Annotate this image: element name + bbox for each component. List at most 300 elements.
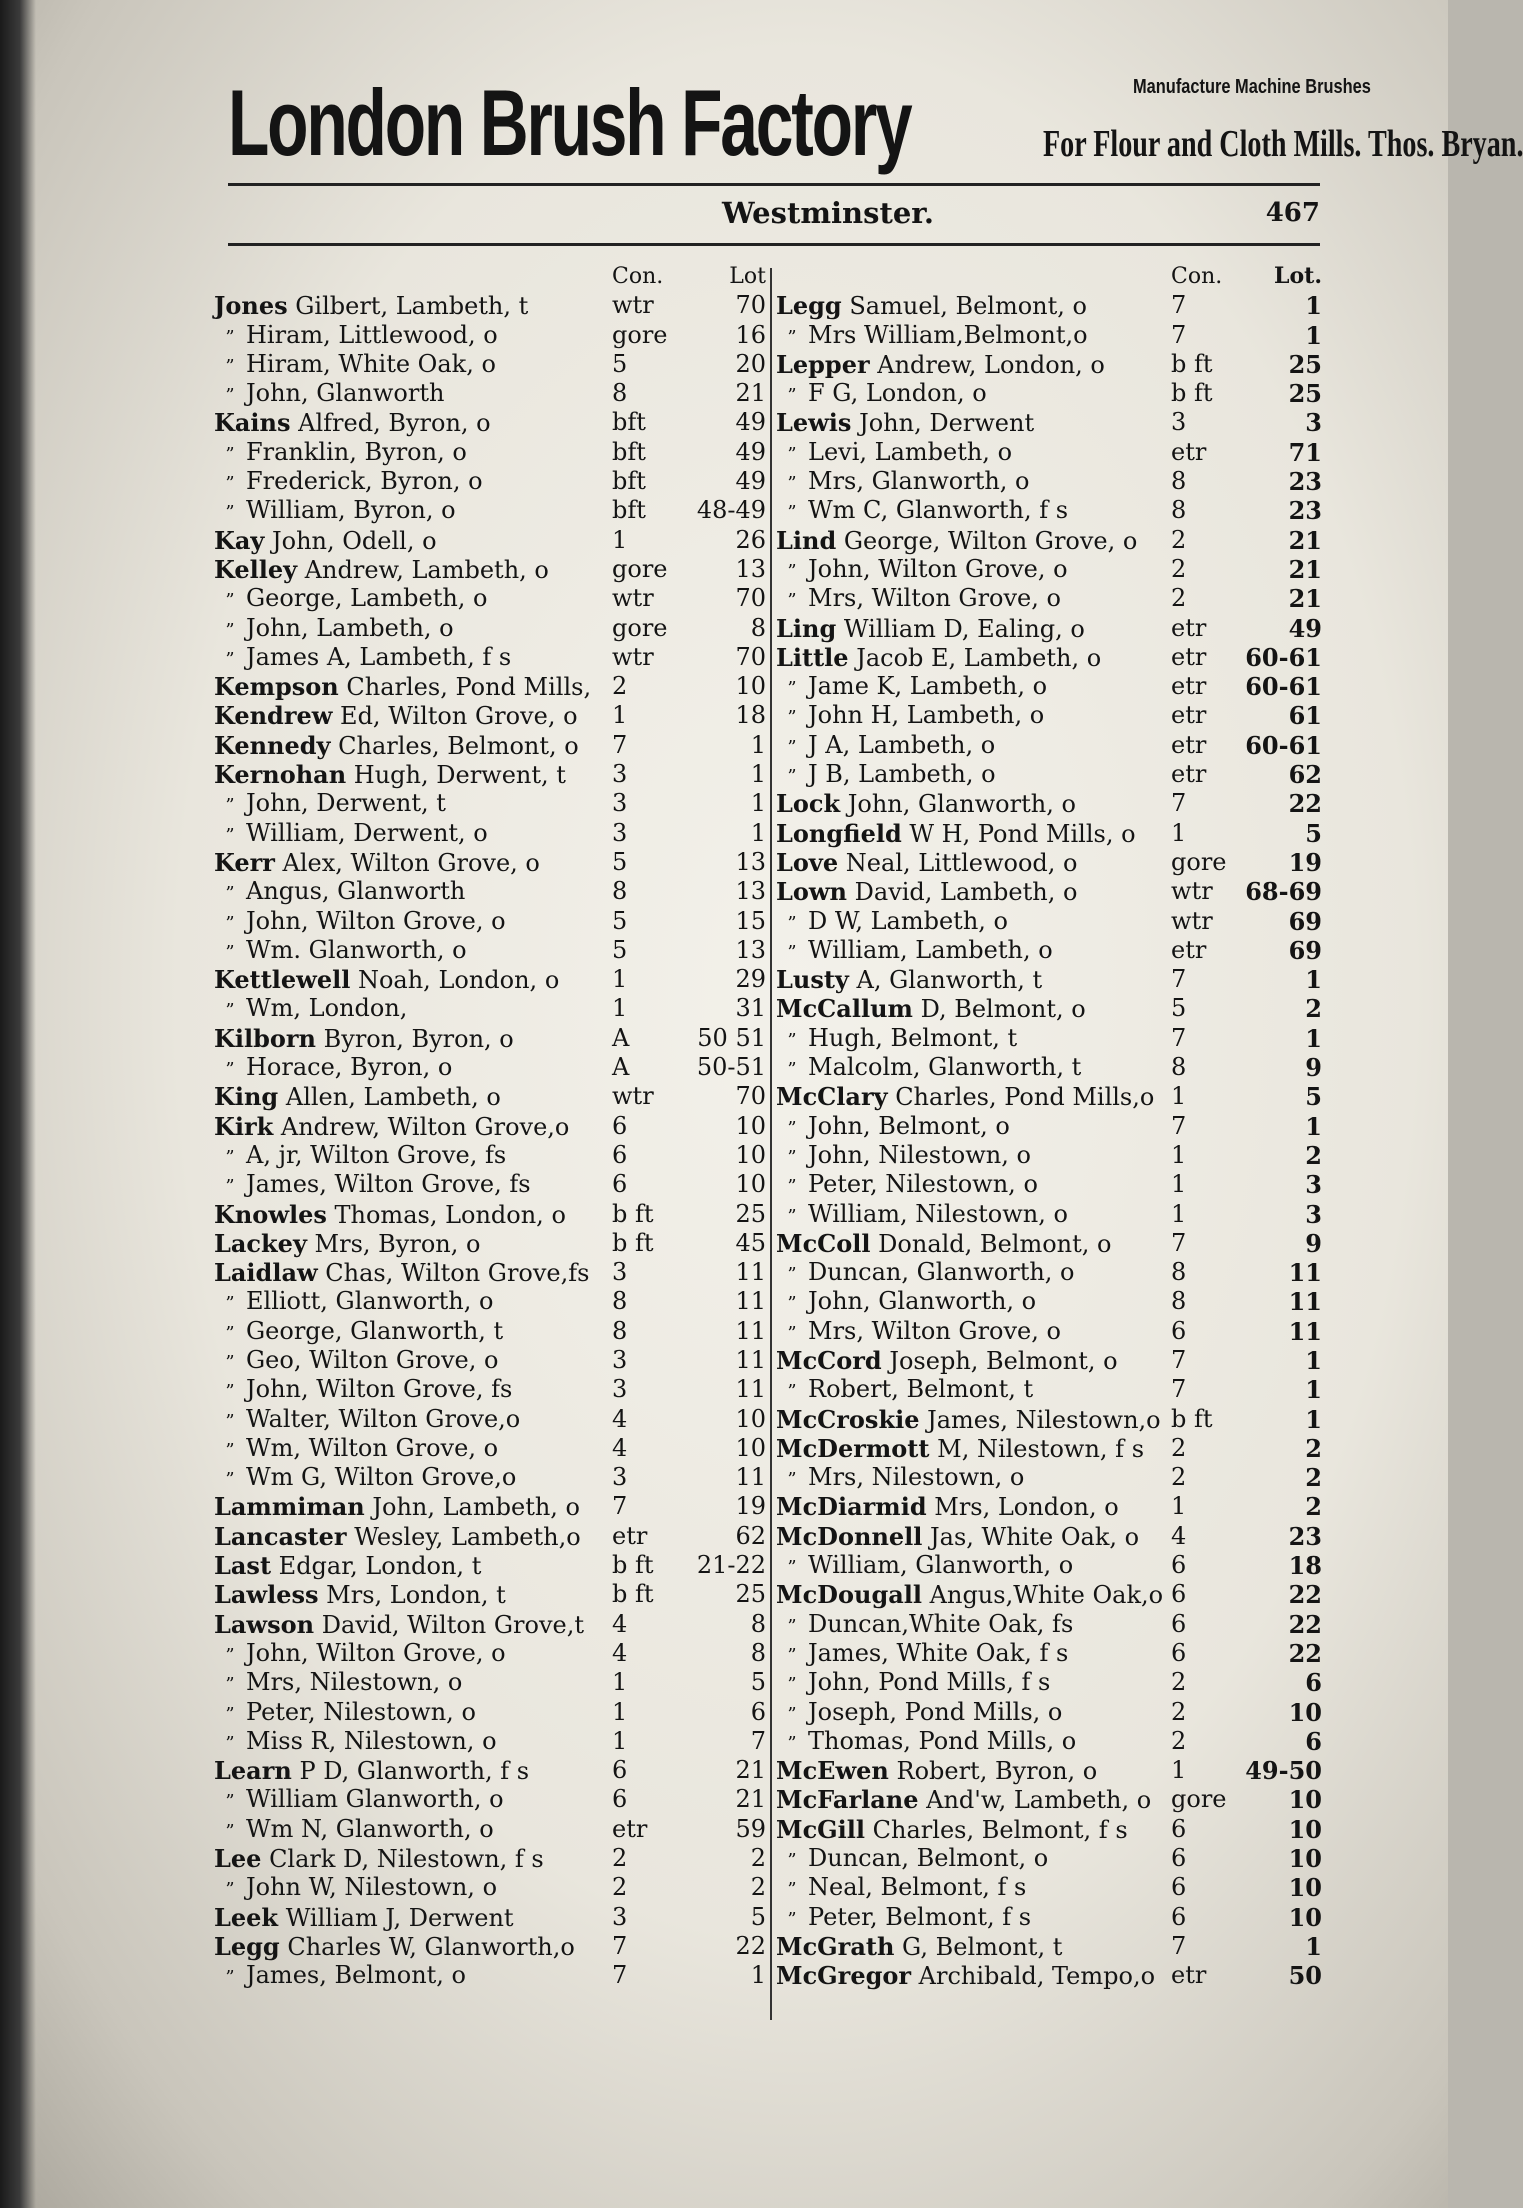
entry-name	[776, 1551, 1073, 1582]
book-spine-shadow	[0, 0, 36, 2208]
entry-concession: 2	[612, 672, 628, 701]
entry-name	[776, 1785, 1151, 1815]
entry-surname: Lepper	[776, 349, 870, 379]
directory-entry	[214, 526, 766, 555]
entry-concession: 1	[612, 1668, 628, 1697]
entry-name	[214, 1492, 580, 1522]
entry-name	[214, 1082, 501, 1112]
entry-given-name: Thomas, London, o	[334, 1200, 566, 1229]
entry-lot: 15	[735, 906, 766, 935]
entry-given-name: William, Nilestown, o	[808, 1199, 1068, 1228]
ditto-mark: ”	[225, 1381, 235, 1403]
entry-given-name: Edgar, London, t	[278, 1552, 482, 1581]
entry-lot: 1	[1305, 1111, 1322, 1141]
entry-name	[214, 1580, 506, 1610]
entry-given-name: Charles, Belmont, f s	[872, 1815, 1128, 1844]
ditto-mark: ”	[225, 619, 235, 641]
entry-concession: 1	[1171, 1492, 1187, 1521]
ditto-mark: ”	[787, 326, 797, 348]
entry-given-name: Neal, Littlewood, o	[845, 848, 1078, 877]
ditto-mark: ”	[787, 1264, 797, 1286]
entry-concession: gore	[612, 554, 668, 583]
entry-lot: 68-69	[1245, 877, 1322, 907]
entry-name	[214, 526, 437, 556]
entry-name	[214, 496, 456, 527]
ditto-mark: ”	[225, 1644, 235, 1666]
directory-entry	[214, 936, 766, 965]
entry-name	[776, 643, 1101, 673]
entry-concession: 3	[612, 1375, 628, 1404]
entry-name	[214, 936, 467, 967]
directory-entry	[214, 467, 766, 496]
entry-concession: wtr	[1171, 906, 1213, 935]
entry-lot: 60-61	[1245, 642, 1322, 672]
entry-given-name: D, Belmont, o	[920, 995, 1086, 1024]
entry-given-name: Mrs, London, o	[934, 1493, 1119, 1522]
entry-concession: etr	[1171, 1961, 1207, 1990]
entry-concession: etr	[1171, 730, 1207, 759]
directory-entry	[214, 1405, 766, 1434]
ditto-mark: ”	[787, 1381, 797, 1403]
entry-given-name: James, Nilestown,o	[927, 1405, 1161, 1434]
entry-given-name: John, Belmont, o	[808, 1111, 1010, 1140]
directory-entry	[214, 1463, 766, 1492]
entry-lot: 59	[735, 1814, 766, 1843]
entry-name	[776, 936, 1053, 967]
entry-name	[214, 291, 528, 321]
entry-lot: 7	[750, 1726, 766, 1755]
entry-surname: Kempson	[214, 672, 339, 702]
entry-name	[214, 672, 591, 702]
entry-surname: Lancaster	[214, 1521, 347, 1551]
entry-lot: 11	[1288, 1287, 1322, 1317]
entry-given-name: Mrs William,Belmont,o	[808, 320, 1088, 349]
entry-given-name: William J, Derwent	[285, 1903, 514, 1932]
ditto-mark: ”	[787, 912, 797, 934]
directory-entry	[214, 1580, 766, 1609]
entry-given-name: Mrs, Byron, o	[314, 1229, 481, 1258]
entry-lot: 2	[1305, 1463, 1322, 1493]
entry-concession: 7	[612, 1961, 628, 1990]
entry-surname: Ling	[776, 613, 837, 643]
entry-lot: 21-22	[696, 1551, 766, 1580]
entry-lot: 2	[1305, 994, 1322, 1024]
entry-given-name: John, Lambeth, o	[372, 1493, 580, 1522]
ditto-mark: ”	[225, 1674, 235, 1696]
entry-concession: 7	[1171, 1023, 1187, 1052]
entry-lot: 22	[735, 1931, 766, 1960]
entry-given-name: Andrew, London, o	[877, 350, 1105, 379]
entry-lot: 11	[735, 1287, 766, 1316]
directory-entry	[214, 1317, 766, 1346]
entry-lot: 23	[1288, 496, 1322, 526]
entry-name	[776, 701, 1044, 732]
entry-concession: gore	[1171, 847, 1227, 876]
entry-surname: Kernohan	[214, 760, 347, 790]
directory-entry	[214, 1698, 766, 1727]
entry-name	[776, 321, 1088, 352]
entry-name	[214, 438, 467, 469]
ditto-mark: ”	[787, 1644, 797, 1666]
entry-name	[776, 1463, 1024, 1494]
entry-surname: McCallum	[776, 994, 913, 1024]
directory-entry	[214, 1932, 766, 1961]
entry-surname: McDiarmid	[776, 1492, 927, 1522]
entry-surname: Jones	[214, 291, 288, 321]
entry-concession: wtr	[612, 1082, 654, 1111]
entry-name	[776, 1229, 1111, 1259]
directory-entry	[776, 731, 1324, 760]
directory-entry	[214, 1727, 766, 1756]
entry-name	[214, 379, 444, 410]
entry-lot: 69	[1288, 906, 1322, 936]
entry-lot: 45	[735, 1228, 766, 1257]
directory-entry	[776, 1785, 1324, 1814]
entry-concession: 6	[1171, 1609, 1187, 1638]
directory-entry	[214, 1229, 766, 1258]
directory-entry	[214, 848, 766, 877]
entry-name	[214, 994, 407, 1025]
entry-name	[214, 877, 465, 908]
directory-entry	[214, 1375, 766, 1404]
entry-given-name: Allen, Lambeth, o	[285, 1083, 501, 1112]
ditto-mark: ”	[787, 1703, 797, 1725]
ditto-mark: ”	[225, 1791, 235, 1813]
entry-lot: 18	[1288, 1551, 1322, 1581]
entry-given-name: Clark D, Nilestown, f s	[269, 1845, 544, 1874]
entry-concession: 4	[612, 1638, 628, 1667]
entry-concession: 1	[1171, 1082, 1187, 1111]
entry-given-name: Chas, Wilton Grove,fs	[325, 1259, 590, 1288]
entry-lot: 49	[735, 437, 766, 466]
entry-concession: 1	[612, 1697, 628, 1726]
entry-lot: 21	[1288, 525, 1322, 555]
entry-name	[214, 1229, 480, 1259]
entry-concession: 7	[1171, 965, 1187, 994]
directory-entry	[214, 1024, 766, 1053]
entry-name	[776, 877, 1077, 907]
entry-given-name: John, Wilton Grove, fs	[246, 1375, 513, 1404]
top-rule	[228, 183, 1320, 186]
entry-given-name: John H, Lambeth, o	[808, 701, 1045, 730]
entry-lot: 9	[1305, 1053, 1322, 1083]
entry-surname: Lawless	[214, 1580, 319, 1610]
entry-lot: 1	[1305, 1931, 1322, 1961]
entry-lot: 10	[735, 1140, 766, 1169]
entry-given-name: David, Lambeth, o	[854, 878, 1078, 907]
entry-lot: 2	[1305, 1492, 1322, 1522]
entry-name	[214, 321, 498, 352]
directory-entry	[776, 1317, 1324, 1346]
ditto-mark: ”	[787, 502, 797, 524]
entry-name	[214, 907, 506, 938]
con-header: Con.	[612, 264, 664, 289]
entry-lot: 21	[735, 379, 766, 408]
entry-lot: 1	[1305, 291, 1322, 321]
ditto-mark: ”	[787, 473, 797, 495]
entry-concession: 6	[1171, 1844, 1187, 1873]
entry-lot: 10	[1288, 1873, 1322, 1903]
entry-surname: Kelley	[214, 554, 298, 584]
entry-given-name: John, Pond Mills, f s	[808, 1668, 1051, 1697]
directory-entry	[776, 819, 1324, 848]
ditto-mark: ”	[225, 1439, 235, 1461]
entry-surname: Lammiman	[214, 1492, 365, 1522]
entry-lot: 1	[750, 818, 766, 847]
entry-given-name: Malcolm, Glanworth, t	[808, 1053, 1082, 1082]
directory-entry	[776, 1141, 1324, 1170]
directory-entry	[776, 291, 1324, 320]
entry-concession: etr	[1171, 701, 1207, 730]
entry-concession: 6	[612, 1785, 628, 1814]
entry-given-name: Wm G, Wilton Grove,o	[246, 1463, 517, 1492]
entry-surname: McDermott	[776, 1433, 930, 1463]
entry-name	[776, 1727, 1076, 1758]
directory-entry	[214, 760, 766, 789]
entry-concession: 1	[1171, 1140, 1187, 1169]
entry-name	[214, 643, 511, 674]
entry-given-name: John, Glanworth, o	[847, 790, 1076, 819]
entry-concession: 2	[1171, 1433, 1187, 1462]
ditto-mark: ”	[787, 1879, 797, 1901]
entry-given-name: Charles, Pond Mills,	[346, 673, 592, 702]
entry-lot: 29	[735, 965, 766, 994]
entry-lot: 6	[1305, 1726, 1322, 1756]
entry-lot: 11	[1288, 1316, 1322, 1346]
entry-given-name: J A, Lambeth, o	[808, 730, 996, 759]
ditto-mark: ”	[787, 1732, 797, 1754]
entry-given-name: W H, Pond Mills, o	[909, 819, 1136, 848]
entry-given-name: Robert, Byron, o	[896, 1757, 1098, 1786]
entry-concession: 3	[1171, 408, 1187, 437]
directory-entry	[776, 614, 1324, 643]
directory-entry	[214, 1903, 766, 1932]
entry-name	[214, 1639, 506, 1670]
entry-name	[776, 467, 1030, 498]
entry-name	[776, 1961, 1155, 1991]
ditto-mark: ”	[225, 1322, 235, 1344]
entry-name	[776, 1756, 1097, 1786]
directory-entry	[214, 438, 766, 467]
entry-name	[214, 1141, 506, 1172]
entry-lot: 5	[750, 1902, 766, 1931]
entry-given-name: David, Wilton Grove,t	[321, 1610, 585, 1639]
entry-given-name: Peter, Nilestown, o	[246, 1697, 476, 1726]
entry-lot: 2	[1305, 1433, 1322, 1463]
entry-given-name: Elliott, Glanworth, o	[246, 1287, 494, 1316]
directory-entry	[776, 789, 1324, 818]
entry-name	[776, 1932, 1062, 1962]
directory-entry	[776, 1668, 1324, 1697]
advert-line-1: Manufacture Machine Brushes	[1133, 76, 1371, 98]
directory-entry	[214, 1434, 766, 1463]
entry-given-name: Jacob E, Lambeth, o	[856, 643, 1102, 672]
directory-entry	[214, 1873, 766, 1902]
entry-name	[214, 819, 488, 850]
entry-name	[214, 1287, 493, 1318]
ditto-mark: ”	[787, 1674, 797, 1696]
entry-name	[214, 1961, 466, 1992]
directory-entry	[214, 1141, 766, 1170]
directory-entry	[776, 1434, 1324, 1463]
ditto-mark: ”	[225, 326, 235, 348]
entry-lot: 1	[750, 789, 766, 818]
entry-name	[214, 350, 496, 381]
entry-name	[776, 1287, 1036, 1318]
entry-surname: Longfield	[776, 818, 902, 848]
entry-given-name: Mrs, Nilestown, o	[808, 1463, 1025, 1492]
entry-name	[776, 1258, 1075, 1289]
entry-name	[214, 1698, 476, 1729]
entry-concession: 2	[1171, 1697, 1187, 1726]
entry-given-name: John, Wilton Grove, o	[246, 1638, 506, 1667]
entry-lot: 13	[735, 877, 766, 906]
entry-surname: Lawson	[214, 1609, 315, 1639]
entry-lot: 5	[1305, 818, 1322, 848]
entry-given-name: Mrs, Wilton Grove, o	[808, 584, 1061, 613]
entry-given-name: Duncan,White Oak, fs	[808, 1609, 1074, 1638]
directory-entry	[776, 1903, 1324, 1932]
entry-surname: Kerr	[214, 847, 275, 877]
entry-lot: 70	[735, 1082, 766, 1111]
entry-given-name: F G, London, o	[808, 379, 987, 408]
entry-lot: 16	[735, 320, 766, 349]
entry-name	[776, 1522, 1139, 1552]
entry-surname: Love	[776, 847, 839, 877]
entry-surname: Laidlaw	[214, 1258, 318, 1288]
entry-name	[776, 614, 1085, 644]
entry-concession: etr	[1171, 437, 1207, 466]
ditto-mark: ”	[787, 1117, 797, 1139]
entry-lot: 13	[735, 935, 766, 964]
entry-given-name: Franklin, Byron, o	[246, 437, 467, 466]
entry-given-name: John, Glanworth, o	[808, 1287, 1037, 1316]
entry-name	[214, 1668, 462, 1699]
entry-lot: 48-49	[696, 496, 766, 525]
page-header	[228, 190, 1320, 230]
entry-concession: 3	[612, 818, 628, 847]
entry-concession: 6	[612, 1756, 628, 1785]
entry-lot: 10	[1288, 1902, 1322, 1932]
entry-given-name: John, Wilton Grove, o	[246, 906, 506, 935]
entry-given-name: John, Derwent	[859, 409, 1035, 438]
entry-name	[776, 555, 1068, 586]
entry-name	[214, 1903, 514, 1933]
entry-name	[776, 1082, 1154, 1112]
directory-entry	[214, 965, 766, 994]
directory-entry	[214, 994, 766, 1023]
entry-lot: 1	[1305, 1404, 1322, 1434]
entry-concession: 1	[1171, 1170, 1187, 1199]
entry-surname: Lind	[776, 525, 837, 555]
entry-concession: 6	[612, 1170, 628, 1199]
entry-concession: b ft	[612, 1199, 654, 1228]
entry-lot: 62	[1288, 760, 1322, 790]
entry-concession: etr	[1171, 760, 1207, 789]
entry-given-name: Samuel, Belmont, o	[849, 292, 1087, 321]
ditto-mark: ”	[225, 883, 235, 905]
directory-entry	[776, 496, 1324, 525]
directory-entry	[776, 1610, 1324, 1639]
entry-lot: 2	[1305, 1140, 1322, 1170]
entry-surname: McDougall	[776, 1580, 923, 1610]
entry-given-name: John W, Nilestown, o	[246, 1873, 498, 1902]
entry-lot: 25	[1288, 349, 1322, 379]
entry-concession: 8	[1171, 1258, 1187, 1287]
entry-given-name: Noah, London, o	[357, 966, 560, 995]
ditto-mark: ”	[225, 473, 235, 495]
entry-concession: bft	[612, 467, 646, 496]
column-header	[776, 262, 1324, 291]
entry-lot: 10	[735, 1170, 766, 1199]
entry-given-name: John, Nilestown, o	[808, 1140, 1031, 1169]
entry-surname: Lusty	[776, 965, 849, 995]
entry-given-name: John, Lambeth, o	[246, 613, 454, 642]
ditto-mark: ”	[787, 385, 797, 407]
directory-entry	[214, 1200, 766, 1229]
entry-name	[214, 1756, 529, 1786]
entry-given-name: Andrew, Wilton Grove,o	[280, 1112, 570, 1141]
entry-name	[776, 1492, 1119, 1522]
ditto-mark: ”	[225, 355, 235, 377]
entry-concession: 3	[612, 1463, 628, 1492]
entry-name	[214, 1317, 503, 1348]
advertisement-banner	[228, 68, 1523, 183]
entry-lot: 49	[735, 408, 766, 437]
directory-entry	[776, 321, 1324, 350]
entry-concession: 3	[612, 1258, 628, 1287]
entry-name	[776, 1112, 1010, 1143]
directory-entry	[776, 848, 1324, 877]
entry-lot: 69	[1288, 935, 1322, 965]
entry-given-name: Hiram, White Oak, o	[246, 349, 496, 378]
entry-given-name: Gilbert, Lambeth, t	[295, 292, 529, 321]
entry-surname: Knowles	[214, 1199, 327, 1229]
directory-entry	[214, 321, 766, 350]
entry-concession: 2	[612, 1844, 628, 1873]
entry-given-name: Thomas, Pond Mills, o	[808, 1726, 1077, 1755]
entry-lot: 5	[1305, 1082, 1322, 1112]
directory-entry	[776, 408, 1324, 437]
entry-lot: 8	[750, 613, 766, 642]
entry-name	[776, 291, 1087, 321]
entry-name	[214, 848, 540, 878]
directory-entry	[776, 877, 1324, 906]
entry-lot: 70	[735, 642, 766, 671]
entry-concession: 1	[612, 1726, 628, 1755]
entry-lot: 50 51	[697, 1023, 766, 1052]
entry-name	[776, 526, 1137, 556]
entry-concession: 8	[1171, 1287, 1187, 1316]
entry-name	[776, 731, 995, 762]
directory-entry	[214, 819, 766, 848]
entry-given-name: Archibald, Tempo,o	[918, 1962, 1156, 1991]
entry-concession: 5	[612, 906, 628, 935]
column-header	[214, 262, 766, 291]
entry-name	[776, 1639, 1068, 1670]
entry-surname: McCord	[776, 1345, 882, 1375]
entry-name	[776, 819, 1136, 849]
entry-name	[214, 731, 579, 761]
entry-lot: 11	[735, 1316, 766, 1345]
entry-given-name: Mrs, London, t	[326, 1581, 506, 1610]
entry-concession: 3	[612, 760, 628, 789]
ditto-mark: ”	[787, 1059, 797, 1081]
entry-name	[776, 1903, 1031, 1934]
entry-given-name: P D, Glanworth, f s	[299, 1757, 530, 1786]
entry-name	[776, 994, 1086, 1024]
entry-given-name: James, White Oak, f s	[808, 1638, 1069, 1667]
